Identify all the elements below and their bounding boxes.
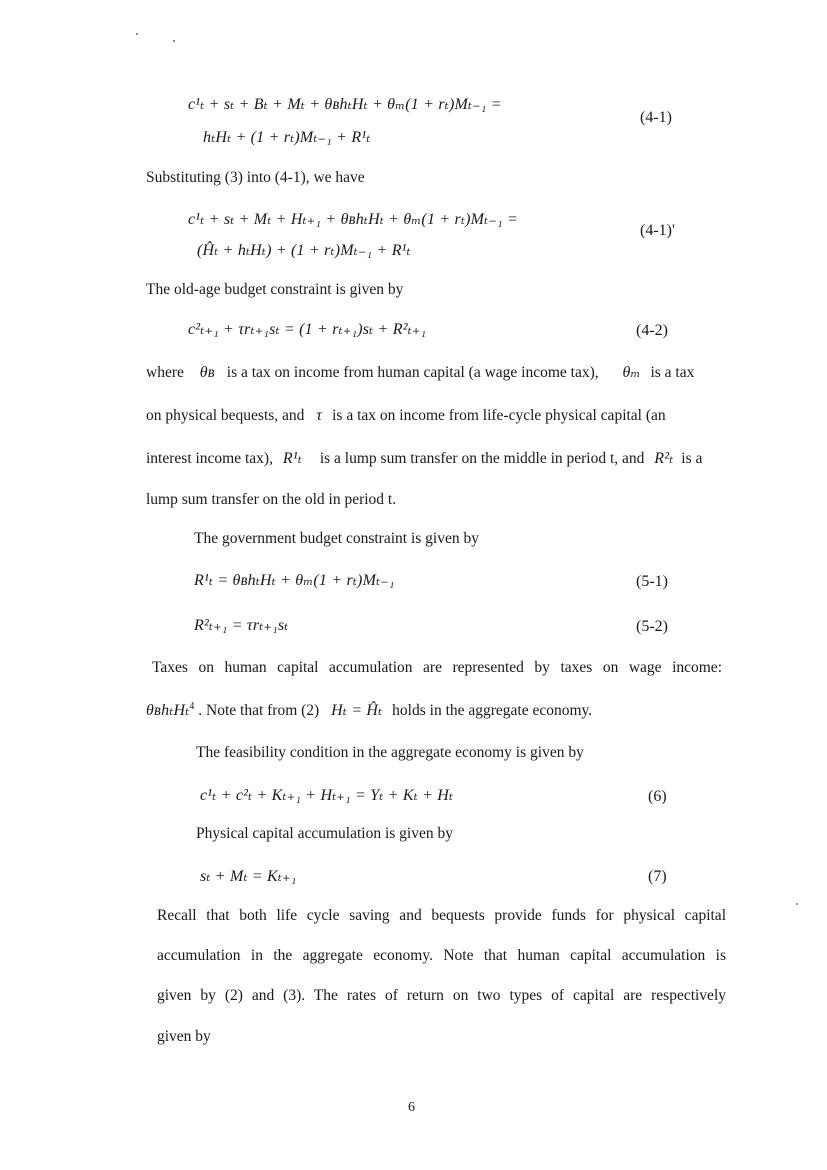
symbol-theta-h-h: θʙhₜHₜ [146,702,190,719]
paragraph-substituting: Substituting (3) into (4-1), we have [146,169,365,186]
page-number: 6 [408,1100,415,1115]
symbol-h-equals-hhat: Hₜ = Ĥₜ [331,702,383,719]
where-line-3-a: interest income tax), [146,450,273,467]
taxes-line-1: Taxes on human capital accumulation are represented by taxes on wage income: [152,659,722,676]
paragraph-government: The government budget constraint is given by [194,530,479,547]
equation-5-1-number: (5-1) [636,573,668,590]
equation-4-1-prime-number: (4-1)' [640,222,675,239]
equation-7-number: (7) [648,868,667,885]
equation-5-2-body: R²ₜ₊₁ = τrₜ₊₁sₜ [194,617,289,634]
where-line-2-b: is a tax on income from life-cycle physical capital (an [332,407,666,424]
symbol-r1t: R¹ₜ [282,450,302,467]
equation-7-body: sₜ + Mₜ = Kₜ₊₁ [200,868,297,885]
symbol-theta-m: θₘ [622,364,641,381]
where-line-2 [146,408,666,424]
equation-4-1-prime-line-1: c¹ₜ + sₜ + Mₜ + Hₜ₊₁ + θʙhₜHₜ + θₘ(1 + rₜ)Mₜ₋₁ = [188,211,518,228]
where-line-3-b: is a lump sum transfer on the middle in period t, and [319,450,645,467]
paragraph-physical-capital: Physical capital accumulation is given by [196,825,453,842]
taxes-line-2-c: holds in the aggregate economy. [392,702,593,719]
where-line-3 [146,451,702,467]
symbol-r2t: R²ₜ [654,450,674,467]
paragraph-feasibility: The feasibility condition in the aggregate economy is given by [196,744,584,761]
recall-line-4: given by [157,1028,211,1045]
symbol-theta-b: θʙ [199,364,215,381]
stray-mark-1 [136,33,138,35]
equation-5-1-body: R¹ₜ = θʙhₜHₜ + θₘ(1 + rₜ)Mₜ₋₁ [194,572,395,589]
equation-6-number: (6) [648,788,667,805]
equation-4-1-line-2: hₜHₜ + (1 + rₜ)Mₜ₋₁ + R¹ₜ [203,129,371,146]
equation-4-1-prime-line-2: (Ĥₜ + hₜHₜ) + (1 + rₜ)Mₜ₋₁ + R¹ₜ [197,242,411,259]
stray-mark-3 [796,903,798,905]
equation-4-1-number: (4-1) [640,109,672,126]
where-line-4: lump sum transfer on the old in period t. [146,491,397,508]
equation-5-2-number: (5-2) [636,618,668,635]
where-text-b: is a tax on income from human capital (a wage income tax), [226,364,599,381]
where-line-2-a: on physical bequests, and [146,407,305,424]
recall-line-1: Recall that both life cycle saving and bequests provide funds for physical capital [157,907,726,924]
footnote-mark: 4 [189,700,195,712]
stray-mark-2 [173,40,175,42]
equation-4-2-number: (4-2) [636,322,668,339]
where-line-1 [146,365,694,381]
taxes-line-2 [146,700,593,719]
where-line-3-c: is a [681,450,703,467]
where-text-c: is a tax [650,364,695,381]
recall-line-3: given by (2) and (3). The rates of return on two types of capital are respectively [157,987,726,1004]
symbol-tau: τ [316,407,323,424]
where-text-a: where [146,364,184,381]
equation-6-body: c¹ₜ + c²ₜ + Kₜ₊₁ + Hₜ₊₁ = Yₜ + Kₜ + Hₜ [200,787,454,804]
recall-line-2: accumulation in the aggregate economy. Note that human capital accumulation is [157,947,726,964]
equation-4-1-line-1: c¹ₜ + sₜ + Bₜ + Mₜ + θʙhₜHₜ + θₘ(1 + rₜ)Mₜ₋₁ = [188,96,502,113]
equation-4-2-body: c²ₜ₊₁ + τrₜ₊₁sₜ = (1 + rₜ₊₁)sₜ + R²ₜ₊₁ [188,321,427,338]
taxes-line-2-b: . Note that from (2) [198,702,320,719]
paragraph-old-age: The old-age budget constraint is given by [146,281,404,298]
